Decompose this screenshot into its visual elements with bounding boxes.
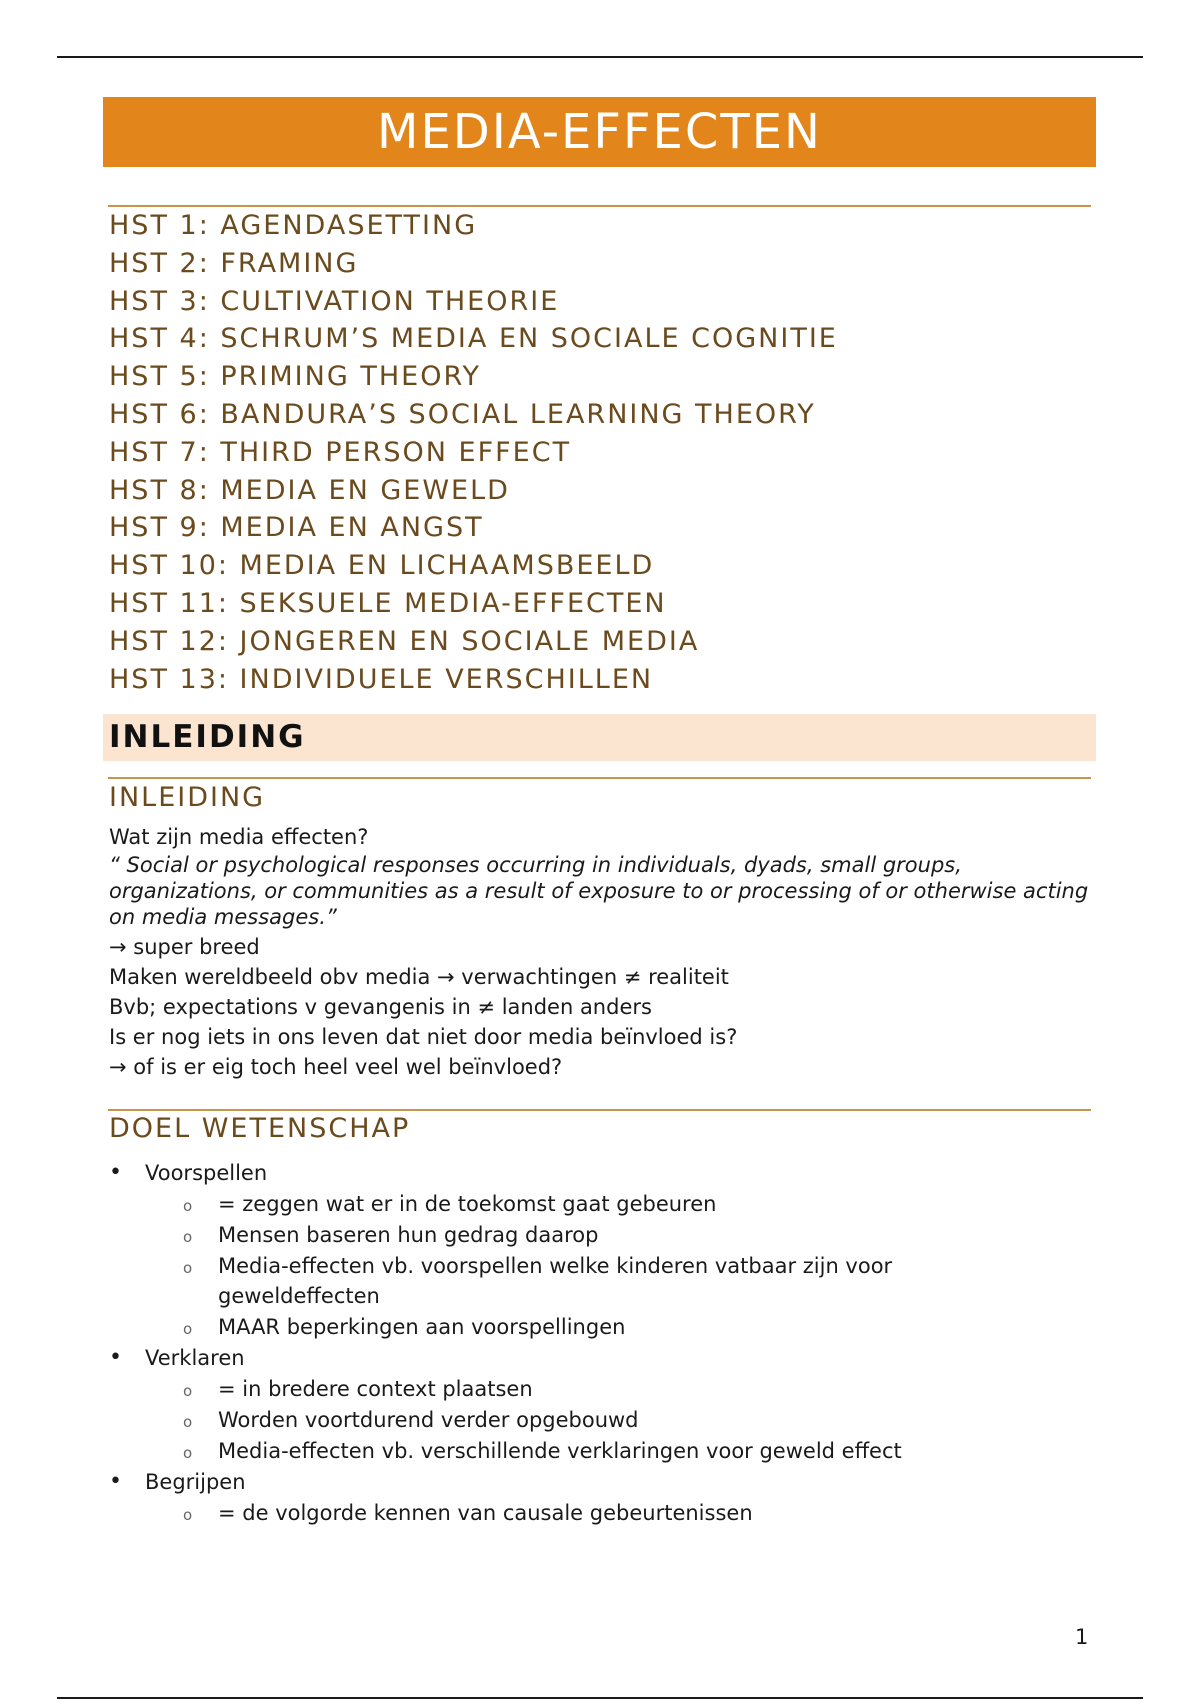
- sub-list-item: o Media-effecten vb. verschillende verklaringen voor geweld effect: [109, 1436, 1099, 1466]
- list-item: • Begrijpen: [109, 1467, 1099, 1497]
- page-number: 1: [1075, 1625, 1089, 1649]
- body-line: → super breed: [109, 935, 260, 959]
- page-top-rule: [57, 56, 1143, 58]
- toc-item[interactable]: HST 9: MEDIA EN ANGST: [109, 512, 484, 544]
- section-band: [103, 714, 1096, 761]
- toc-item[interactable]: HST 7: THIRD PERSON EFFECT: [109, 436, 572, 468]
- sub-list-item: o Worden voortdurend verder opgebouwd: [109, 1405, 1099, 1435]
- definition-quote: “ Social or psychological responses occurring in individuals, dyads, small groups, organizations, or communities as a result of exposure to or processing of or otherwise acting on media messages.”: [109, 853, 1089, 929]
- inleiding-body: [109, 822, 1099, 1082]
- toc-item[interactable]: HST 8: MEDIA EN GEWELD: [109, 474, 510, 506]
- toc-item[interactable]: HST 1: AGENDASETTING: [109, 210, 478, 241]
- sub-list-item: o = in bredere context plaatsen: [109, 1374, 1099, 1404]
- body-line: Maken wereldbeeld obv media → verwachtingen ≠ realiteit: [109, 965, 729, 989]
- body-line: → of is er eig toch heel veel wel beïnvloed?: [109, 1055, 563, 1079]
- sub-list-item: o = de volgorde kennen van causale gebeurtenissen: [109, 1498, 1099, 1528]
- toc-item[interactable]: HST 13: INDIVIDUELE VERSCHILLEN: [109, 663, 654, 695]
- section-band-title: INLEIDING: [109, 719, 306, 755]
- body-line: Bvb; expectations v gevangenis in ≠ landen anders: [109, 995, 652, 1019]
- inleiding-heading: INLEIDING: [109, 782, 266, 813]
- sub-list-item: o Media-effecten vb. voorspellen welke kinderen vatbaar zijn voor geweldeffecten: [109, 1251, 1018, 1311]
- inleiding-divider: [108, 777, 1091, 779]
- toc-item[interactable]: HST 2: FRAMING: [109, 247, 359, 279]
- toc-item[interactable]: HST 12: JONGEREN EN SOCIALE MEDIA: [109, 625, 700, 657]
- toc-item[interactable]: HST 6: BANDURA’S SOCIAL LEARNING THEORY: [109, 398, 816, 430]
- list-item: • Verklaren: [109, 1343, 1099, 1373]
- toc-item[interactable]: HST 3: CULTIVATION THEORIE: [109, 285, 560, 317]
- doel-list: [109, 1158, 1099, 1529]
- toc-item[interactable]: HST 4: SCHRUM’S MEDIA EN SOCIALE COGNITIE: [109, 323, 838, 355]
- page-bottom-rule: [57, 1697, 1143, 1699]
- sub-list-item: o Mensen baseren hun gedrag daarop: [109, 1220, 1099, 1250]
- toc-item[interactable]: HST 11: SEKSUELE MEDIA-EFFECTEN: [109, 587, 667, 619]
- question-text: Wat zijn media effecten?: [109, 825, 369, 849]
- body-line: Is er nog iets in ons leven dat niet door media beïnvloed is?: [109, 1025, 738, 1049]
- sub-list-item: o = zeggen wat er in de toekomst gaat gebeuren: [109, 1189, 1099, 1219]
- sub-list-item: o MAAR beperkingen aan voorspellingen: [109, 1312, 1099, 1342]
- list-item: • Voorspellen: [109, 1158, 1099, 1188]
- toc-item[interactable]: HST 10: MEDIA EN LICHAAMSBEELD: [109, 550, 655, 582]
- doel-heading: DOEL WETENSCHAP: [109, 1113, 411, 1144]
- toc-item[interactable]: HST 5: PRIMING THEORY: [109, 361, 481, 393]
- doel-divider: [108, 1109, 1091, 1111]
- table-of-contents: [109, 207, 838, 698]
- document-title: MEDIA-EFFECTEN: [103, 97, 1096, 167]
